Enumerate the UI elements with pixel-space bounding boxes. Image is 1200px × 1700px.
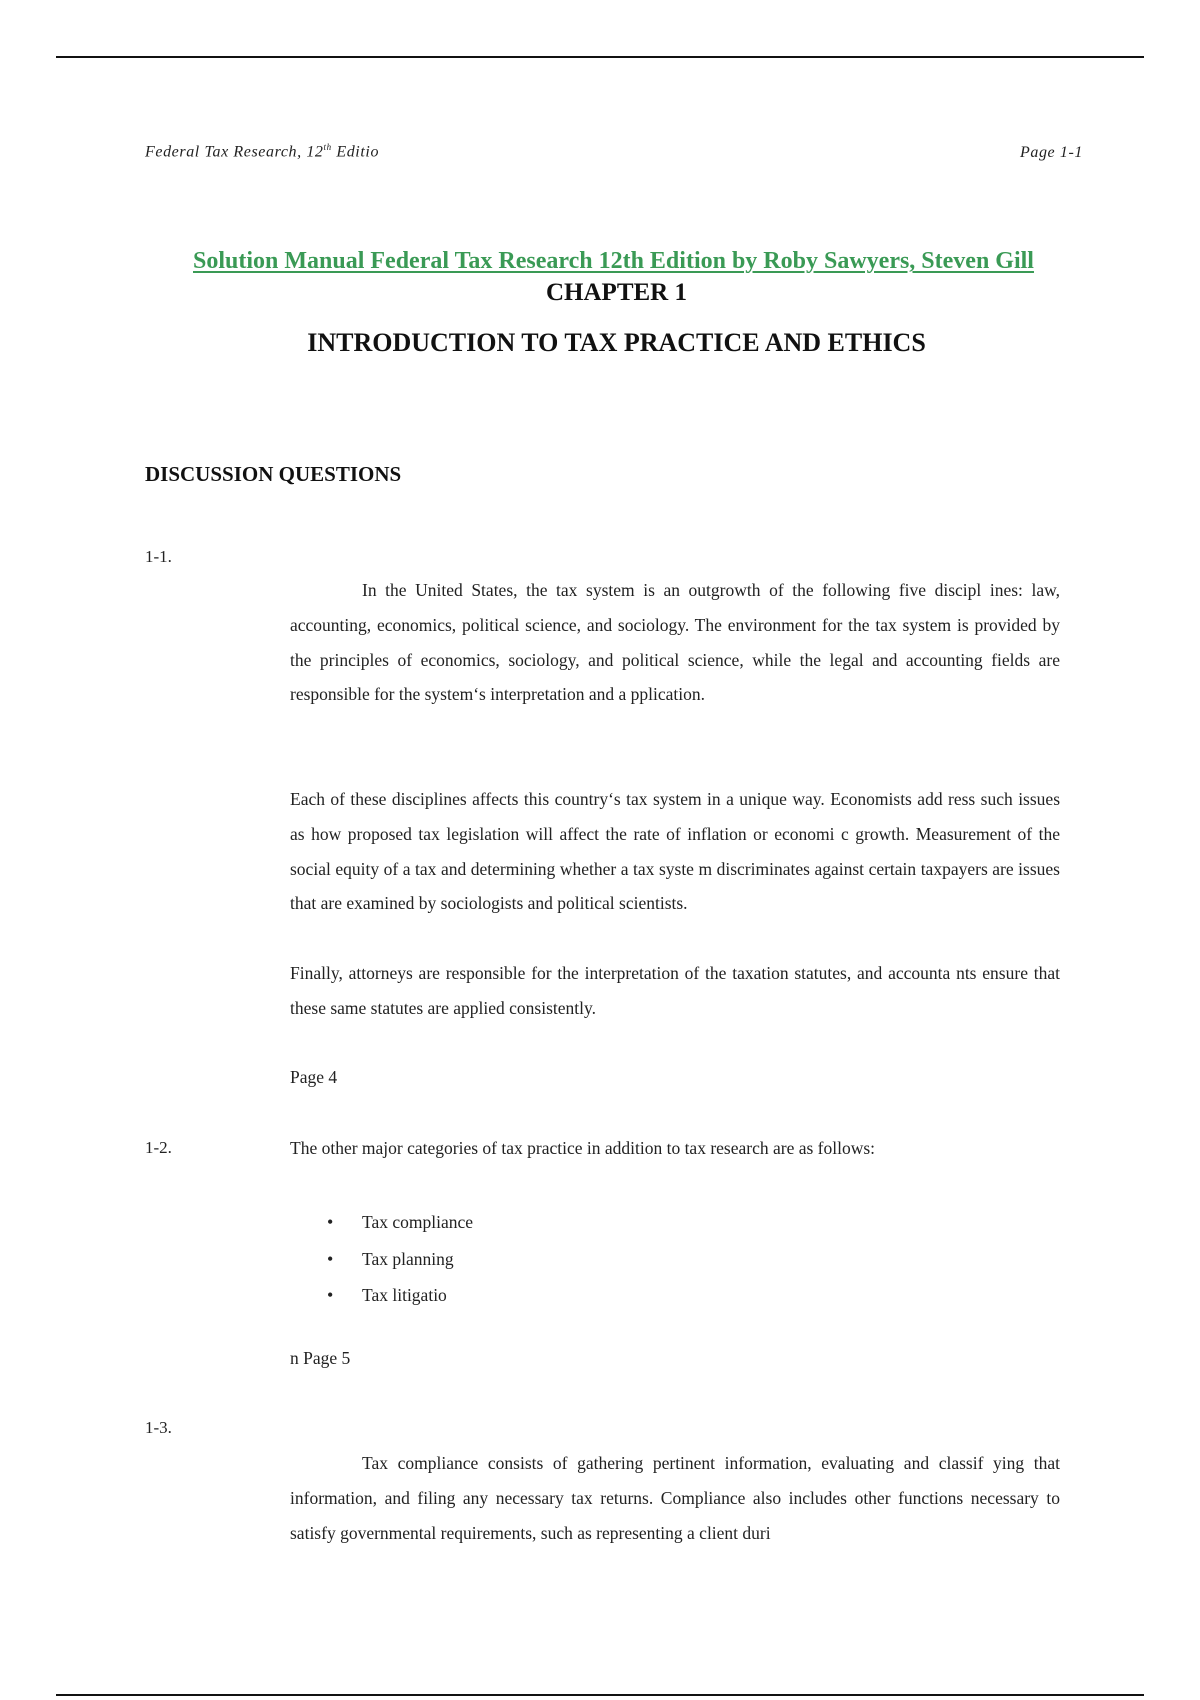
page-reference: Page 4 [290,1067,338,1087]
list-item: • Tax compliance [290,1204,473,1241]
top-rule [56,56,1144,58]
answer-paragraph: In the United States, the tax system is an outgrowth of the following five discipl ines: law, accounting, economics, political science, and sociology. The environment for the tax system is provided by the principles of economics, sociology, and political science, while the legal and accounting fields are responsible for the system‘s interpretation and a pplication. [290,580,1060,705]
list-item: • Tax planning [290,1241,473,1278]
list-item: • Tax litigatio [290,1277,473,1314]
bottom-rule [56,1694,1144,1696]
chapter-subtitle: INTRODUCTION TO TAX PRACTICE AND ETHICS [307,328,926,357]
chapter-title: CHAPTER 1 [546,279,687,306]
question-number: 1-2. [145,1138,172,1157]
answer-paragraph: Tax compliance consists of gathering pertinent information, evaluating and classif ying that information, and filing any necessary tax returns. Compliance also includes other functions necessary to satisfy governmental requirements, such as representing a client duri [290,1453,1060,1543]
page-label: Page 1-1 [1019,144,1083,161]
section-heading: DISCUSSION QUESTIONS [145,462,402,486]
bullet-icon: • [327,1212,334,1232]
question-number: 1-3. [145,1418,172,1437]
answer-paragraph: Each of these disciplines affects this country‘s tax system in a unique way. Economists add ress such issues as how proposed tax legislation will affect the rate of inflation or economi c growth. Measurement of the social equity of a tax and determining whether a tax syste m discriminates against certain taxpayers are issues that are examined by sociologists and political scientists. [290,789,1060,914]
solution-manual-link[interactable]: Solution Manual Federal Tax Research 12th Edition by Roby Sawyers, Steven Gill [193,248,1034,274]
question-number: 1-1. [145,547,172,566]
edition-superscript: th [323,142,332,152]
practice-categories-list [290,1204,473,1314]
page-reference: n Page 5 [290,1348,351,1368]
bullet-icon: • [327,1285,334,1305]
running-title: Federal Tax Research, 12th Editio [145,142,380,161]
bullet-icon: • [327,1248,334,1269]
answer-paragraph: Finally, attorneys are responsible for the interpretation of the taxation statutes, and accounta nts ensure that these same statutes are applied consistently. [290,963,1060,1018]
answer-intro: The other major categories of tax practice in addition to tax research are as follows: [290,1138,876,1158]
